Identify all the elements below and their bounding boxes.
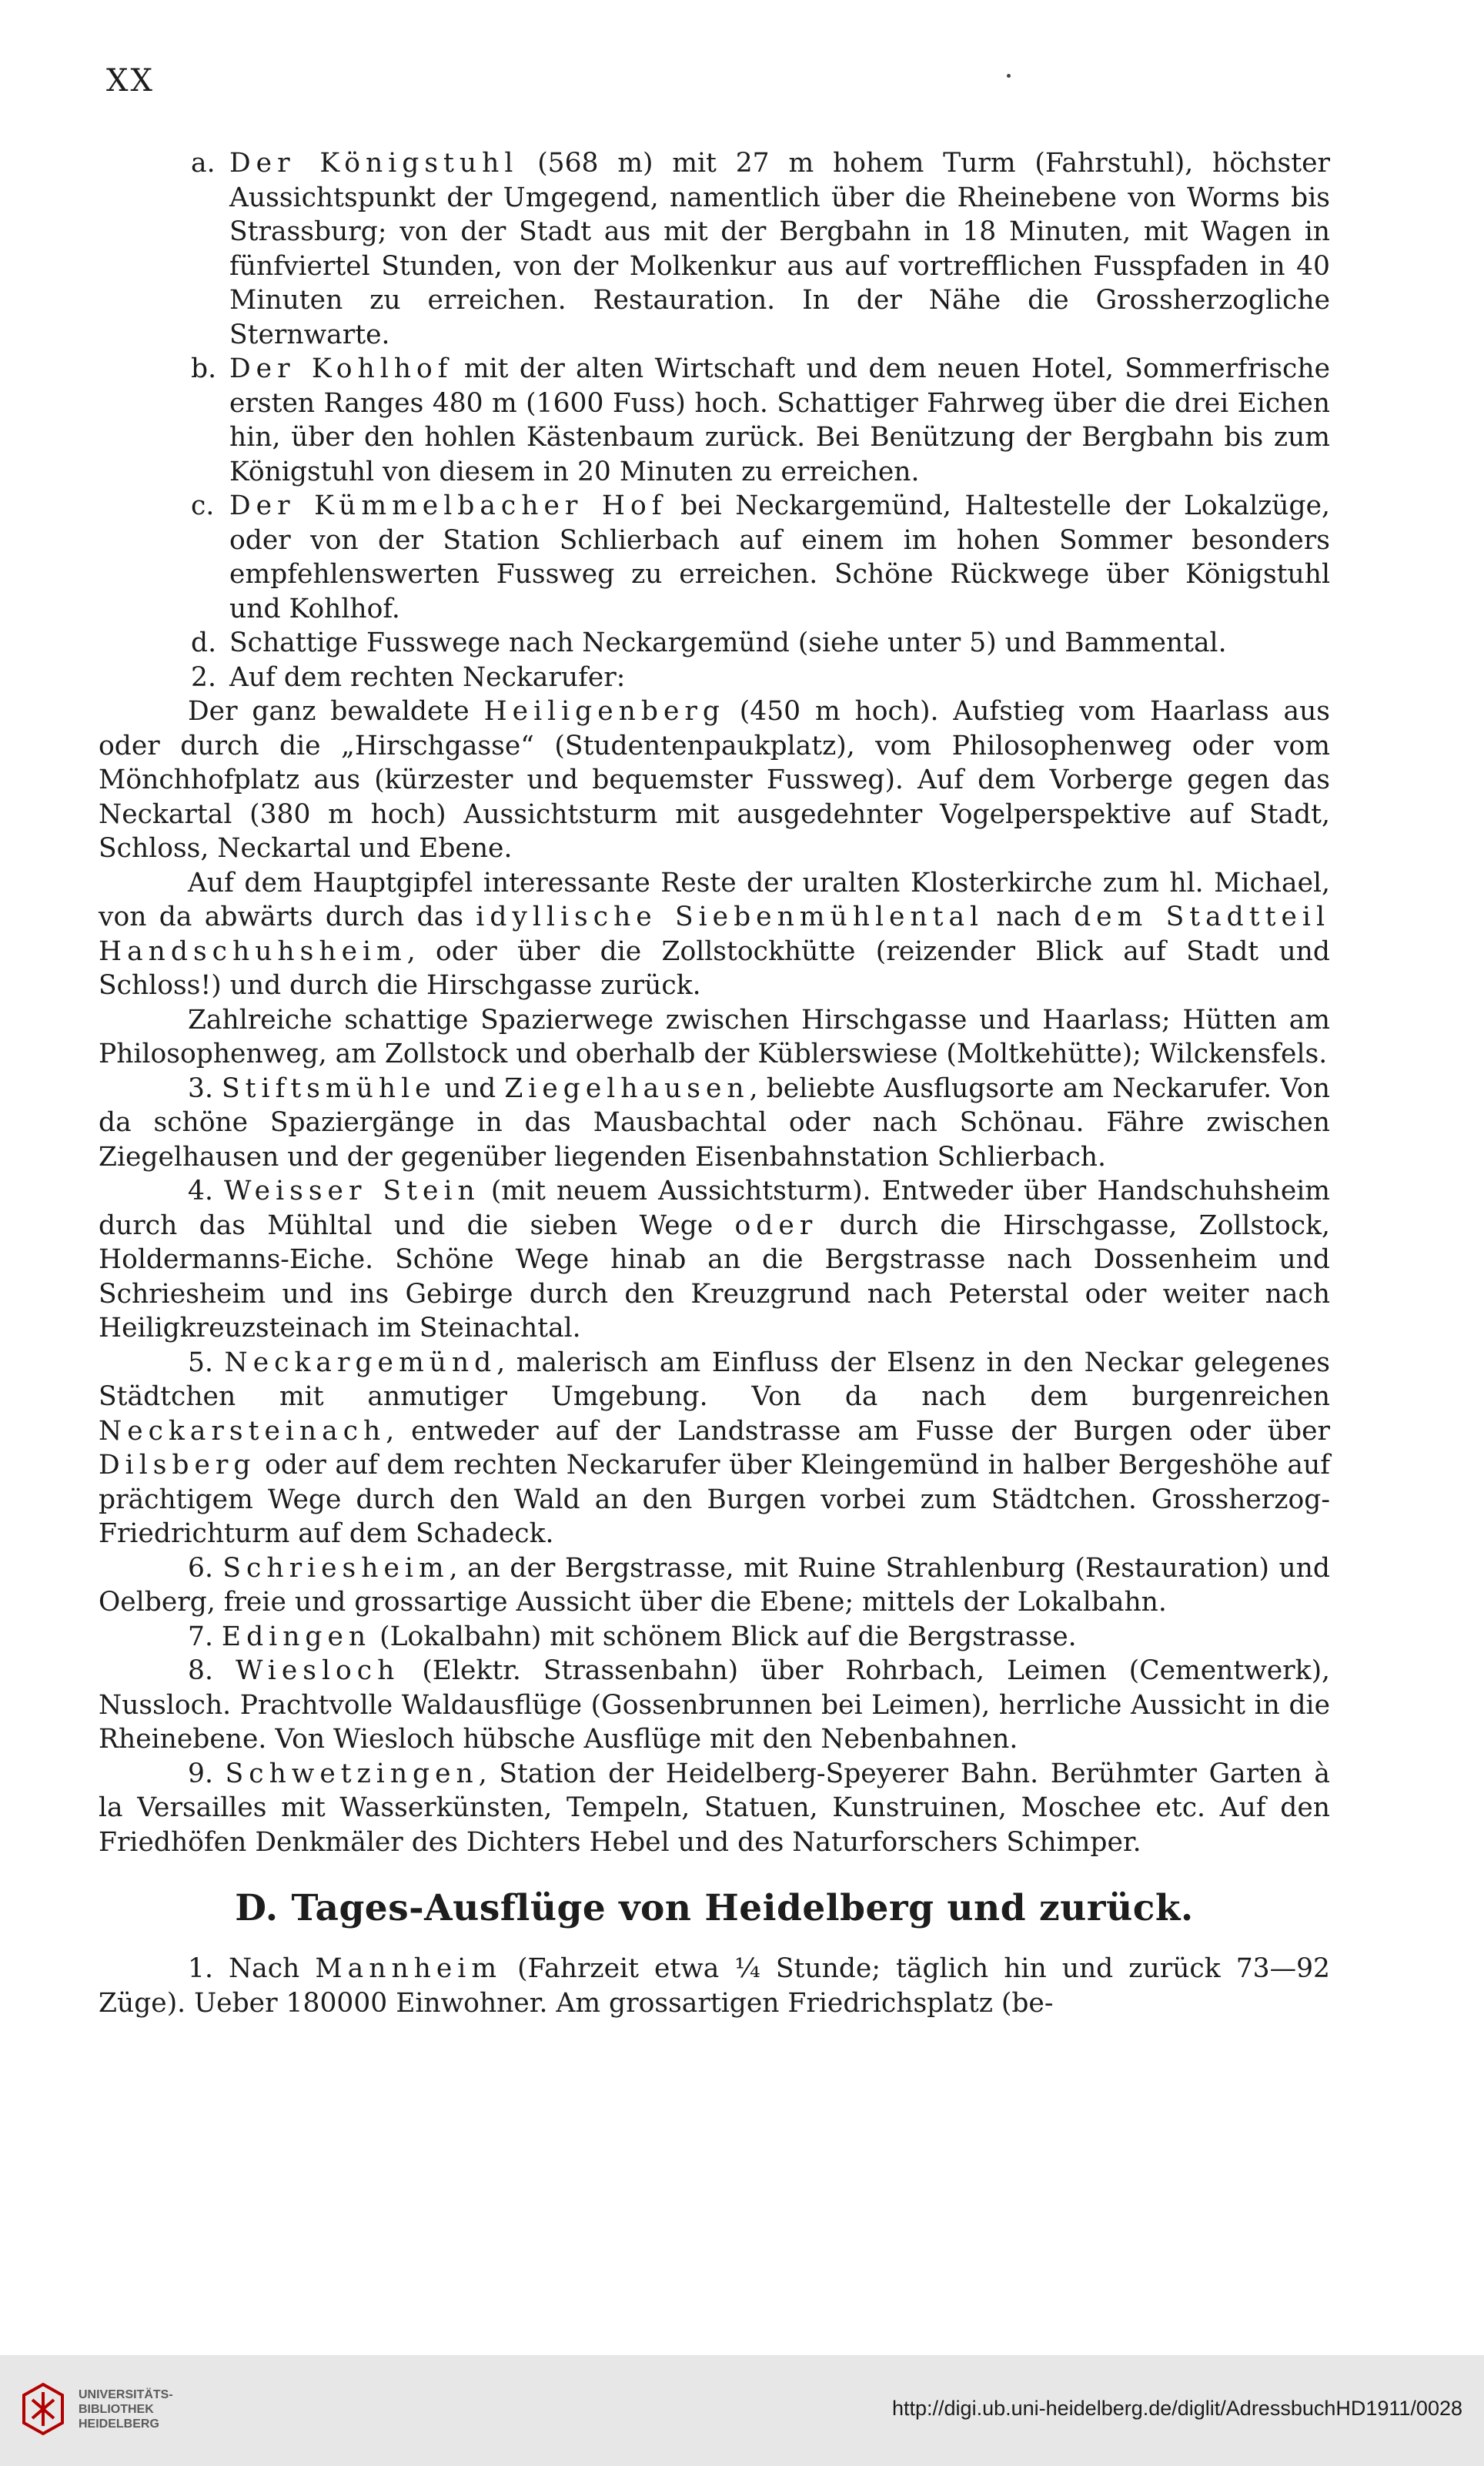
list-item: [99, 489, 1330, 626]
text-run: 1. Nach: [188, 1953, 316, 1984]
paragraph: [99, 1551, 1330, 1620]
text-run: 9.: [188, 1758, 226, 1789]
text-run: (Fahrzeit etwa ¼ Stunde; täglich hin und zurück 73—92 Züge). Ueber 180000 Einwohner. Am grossartigen Friedrichsplatz (be-: [99, 1953, 1330, 2019]
spaced-place-name: Mannheim: [315, 1953, 503, 1984]
page-number: XX: [106, 63, 155, 99]
paragraph: [99, 1757, 1330, 1860]
spaced-place-name: Weisser Stein: [224, 1176, 480, 1206]
text-run: (Elektr. Strassenbahn) über Rohrbach, Leimen (Cementwerk), Nussloch. Prachtvolle Waldausflüge (Gossenbrunnen bei Leimen), herrliche Aussicht in die Rheinebene. Von Wiesloch hübsche Ausflüge mit den Nebenbahnen.: [99, 1655, 1330, 1755]
text-run: Schattige Fusswege nach Neckargemünd (siehe unter 5) und Bammental.: [229, 627, 1227, 658]
spaced-place-name: Schwetzingen: [225, 1758, 479, 1789]
list-item: [99, 626, 1330, 661]
text-run: Auf dem rechten Neckarufer:: [229, 661, 626, 693]
text-run: , oder über die Zollstockhütte (reizender Blick auf Stadt und Schloss!) und durch die Hirschgasse zurück.: [99, 935, 1330, 1001]
spaced-place-name: Neckargemünd: [224, 1347, 497, 1378]
spaced-place-name: oder: [734, 1210, 818, 1241]
list-item: [99, 352, 1330, 489]
text-run: (Lokalbahn) mit schönem Blick auf die Bergstrasse.: [371, 1621, 1077, 1652]
paragraph: [99, 1174, 1330, 1346]
text-run: und: [436, 1072, 505, 1104]
text-run: , entweder auf der Landstrasse am Fusse der Burgen oder über: [386, 1415, 1330, 1447]
text-run: , Station der Heidelberg-Speyerer Bahn. Berühmter Garten à la Versailles mit Wasserkünsten, Tempeln, Statuen, Kunstruinen, Moschee etc. Auf den Friedhöfen Denkmäler des Dichters Hebel und des Naturforschers Schimper.: [99, 1758, 1331, 1858]
section-heading: [99, 1885, 1330, 1932]
print-mark: [1007, 74, 1011, 78]
spaced-place-name: Der Königstuhl: [229, 148, 519, 179]
text-run: 4.: [188, 1176, 225, 1206]
text-run: D. Tages-Ausflüge von Heidelberg und zurück.: [235, 1887, 1194, 1929]
source-url-link[interactable]: http://digi.ub.uni-heidelberg.de/diglit/AdressbuchHD1911/0028: [892, 2397, 1462, 2420]
list-item: [99, 146, 1330, 352]
spaced-place-name: Ziegelhausen: [504, 1072, 750, 1104]
text-run: bei Neckargemünd, Haltestelle der Lokalzüge, oder von der Station Schlierbach auf einem im hohen Sommer besonders empfehlenswerten Fussweg zu erreichen. Schöne Rückwege über Königstuhl und Kohlhof.: [229, 490, 1330, 624]
spaced-place-name: dem Stadtteil Handschuhsheim: [99, 902, 1330, 967]
text-run: Der ganz bewaldete: [188, 696, 484, 727]
spaced-place-name: Der Kümmelbacher Hof: [229, 490, 667, 521]
university-library-logo-icon: [20, 2381, 66, 2437]
list-item-label: 2.: [191, 661, 216, 693]
library-name-line: BIBLIOTHEK: [79, 2403, 154, 2416]
text-run: 8.: [188, 1655, 236, 1686]
paragraph: [99, 1346, 1330, 1551]
paragraph: [99, 1072, 1330, 1175]
text-run: (568 m) mit 27 m hohem Turm (Fahrstuhl), höchster Aussichtspunkt der Umgegend, namentlich über die Rheinebene von Worms bis Strassburg; von der Stadt aus mit der Bergbahn in 18 Minuten, mit Wagen in fünfviertel Stunden, von der Molkenkur aus auf vortrefflichen Fusspfaden in 40 Minuten zu erreichen. Restauration. In der Nähe die Grossherzogliche Sternwarte.: [229, 148, 1330, 350]
spaced-place-name: Schriesheim: [222, 1552, 450, 1584]
text-run: 5.: [188, 1347, 225, 1378]
text-run: Zahlreiche schattige Spazierwege zwischen Hirschgasse und Haarlass; Hütten am Philosophenweg, am Zollstock und oberhalb der Küblerswiese (Moltkehütte); Wilckensfels.: [99, 1004, 1330, 1069]
library-name-line: HEIDELBERG: [79, 2417, 159, 2431]
spaced-place-name: Wiesloch: [235, 1655, 400, 1686]
spaced-place-name: Dilsberg: [99, 1450, 256, 1481]
text-run: nach: [984, 902, 1075, 932]
spaced-place-name: Heiligenberg: [483, 696, 725, 727]
text-run: , malerisch am Einfluss der Elsenz in den Neckar gelegenes Städtchen mit anmutiger Umgebung. Von da nach dem burgenreichen: [99, 1347, 1330, 1412]
page-text: [99, 146, 1330, 2020]
spaced-place-name: Stiftsmühle: [222, 1072, 436, 1104]
paragraph: [99, 1952, 1330, 2020]
list-item-label: b.: [191, 353, 217, 384]
spaced-place-name: idyllische Siebenmühlental: [476, 902, 984, 932]
text-run: , beliebte Ausflugsorte am Neckarufer. Von da schöne Spaziergänge in das Mausbachtal oder nach Schönau. Fähre zwischen Ziegelhausen und der gegenüber liegenden Eisenbahnstation Schlierbach.: [99, 1072, 1330, 1173]
spaced-place-name: Der Kohlhof: [229, 353, 453, 384]
text-run: durch die Hirschgasse, Zollstock, Holdermanns-Eiche. Schöne Wege hinab an die Bergstrasse nach Dossenheim und Schriesheim und ins Gebirge durch den Kreuzgrund nach Peterstal oder weiter nach Heiligkreuzsteinach im Steinachtal.: [99, 1210, 1330, 1343]
spaced-place-name: Edingen: [221, 1621, 372, 1652]
list-item-label: d.: [191, 627, 217, 658]
text-run: Auf dem Hauptgipfel interessante Reste der uralten Klosterkirche zum hl. Michael, von da abwärts durch das: [99, 867, 1330, 932]
spaced-place-name: Neckarsteinach: [99, 1415, 386, 1447]
text-run: 7.: [188, 1621, 222, 1652]
text-run: mit der alten Wirtschaft und dem neuen Hotel, Sommerfrische ersten Ranges 480 m (1600 Fuss) hoch. Schattiger Fahrweg über die drei Eichen hin, über den hohlen Kästenbaum zurück. Bei Benützung der Bergbahn bis zum Königstuhl von diesem in 20 Minuten zu erreichen.: [229, 353, 1331, 487]
paragraph: [99, 1654, 1330, 1757]
library-name-line: UNIVERSITÄTS-: [79, 2388, 173, 2401]
text-run: , an der Bergstrasse, mit Ruine Strahlenburg (Restauration) und Oelberg, freie und grossartige Aussicht über die Ebene; mittels der Lokalbahn.: [99, 1552, 1330, 1618]
paragraph: [99, 1003, 1330, 1072]
text-run: 6.: [188, 1552, 223, 1584]
text-run: (450 m hoch). Aufstieg vom Haarlass aus oder durch die „Hirschgasse“ (Studentenpaukplatz), vom Philosophenweg oder vom Mönchhofplatz aus (kürzester und bequemster Fussweg). Auf dem Vorberge gegen das Neckartal (380 m hoch) Aussichtsturm mit ausgedehnter Vogelperspektive auf Stadt, Schloss, Neckartal und Ebene.: [99, 696, 1331, 864]
text-run: oder auf dem rechten Neckarufer über Kleingemünd in halber Bergeshöhe auf prächtigem Wege durch den Wald an den Burgen vorbei zum Städtchen. Grossherzog-Friedrichturm auf dem Schadeck.: [99, 1450, 1330, 1549]
text-run: (mit neuem Aussichtsturm). Entweder über Handschuhsheim durch das Mühltal und die sieben Wege: [99, 1176, 1330, 1241]
paragraph: [99, 866, 1330, 1003]
footer-bar: [0, 2355, 1484, 2466]
library-name: [79, 2387, 173, 2431]
list-item-label: a.: [191, 148, 216, 179]
paragraph: [99, 694, 1330, 866]
text-run: 3.: [188, 1072, 222, 1104]
paragraph: [99, 1620, 1330, 1655]
list-item: [99, 661, 1330, 695]
list-item-label: c.: [191, 490, 215, 521]
